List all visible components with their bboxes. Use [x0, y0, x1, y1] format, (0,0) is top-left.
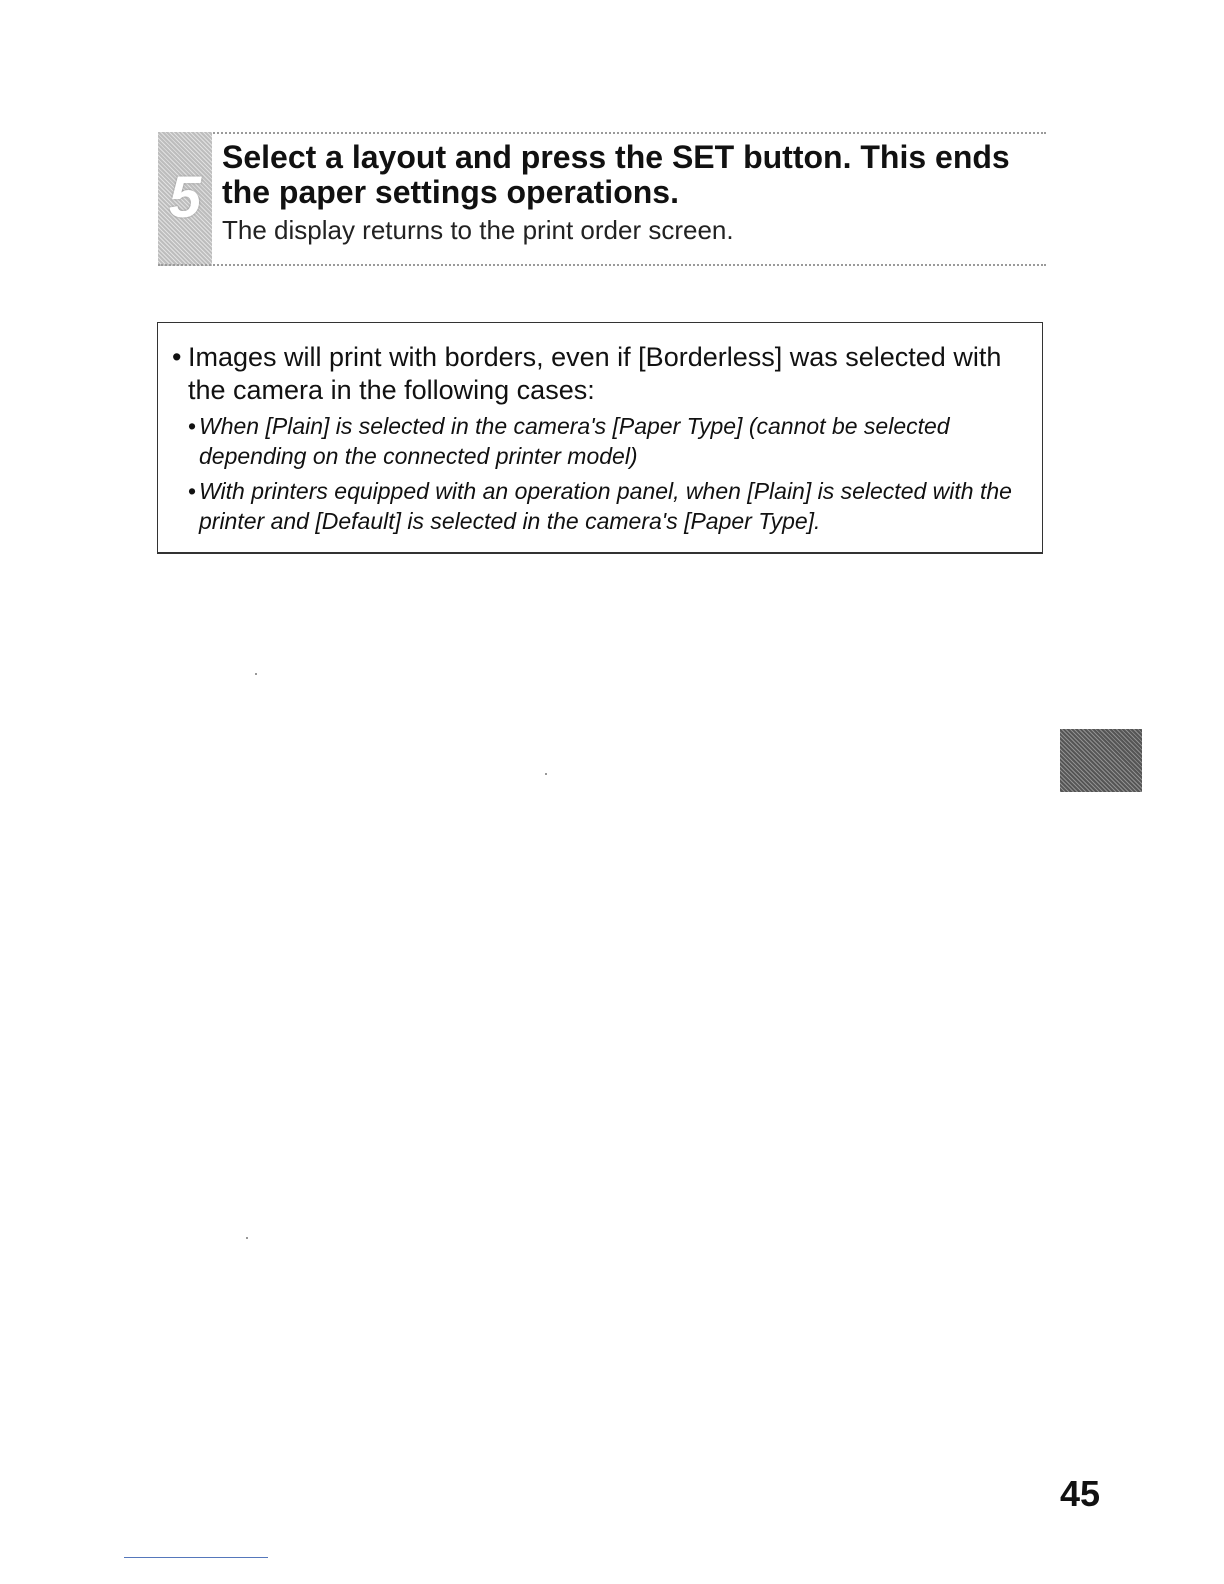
chapter-tab-marker [1060, 729, 1142, 792]
bullet-icon: • [188, 478, 197, 504]
step-number: 5 [168, 165, 202, 230]
page-number: 45 [1059, 1473, 1100, 1514]
step-bottom-rule [158, 264, 1046, 266]
note-main-item [172, 341, 1032, 407]
note-main-text: Images will print with borders, even if [Borderless] was selected with the camera in the following cases: [188, 342, 1002, 405]
note-sub-item-text: With printers equipped with an operation panel, when [Plain] is selected with the printer and [Default] is selected in the camera's [Paper Type]. [199, 478, 1012, 534]
note-box [157, 322, 1043, 554]
scan-speck [545, 773, 547, 775]
footer-rule [124, 1557, 268, 1558]
bullet-icon: • [188, 413, 197, 439]
bullet-icon: • [172, 342, 182, 372]
note-sub-item [188, 476, 1038, 536]
step-top-rule [158, 132, 1046, 134]
step-title: Select a layout and press the SET button. This ends the paper settings operations. [222, 139, 1010, 210]
step-number-badge [158, 132, 212, 266]
step-5-block [158, 132, 1046, 266]
scan-speck [255, 673, 257, 675]
step-subtitle: The display returns to the print order screen. [222, 215, 734, 245]
note-sub-item [188, 411, 1038, 471]
note-sub-item-text: When [Plain] is selected in the camera's [Paper Type] (cannot be selected depending on the connected printer model) [199, 413, 950, 469]
scan-speck [246, 1237, 248, 1239]
